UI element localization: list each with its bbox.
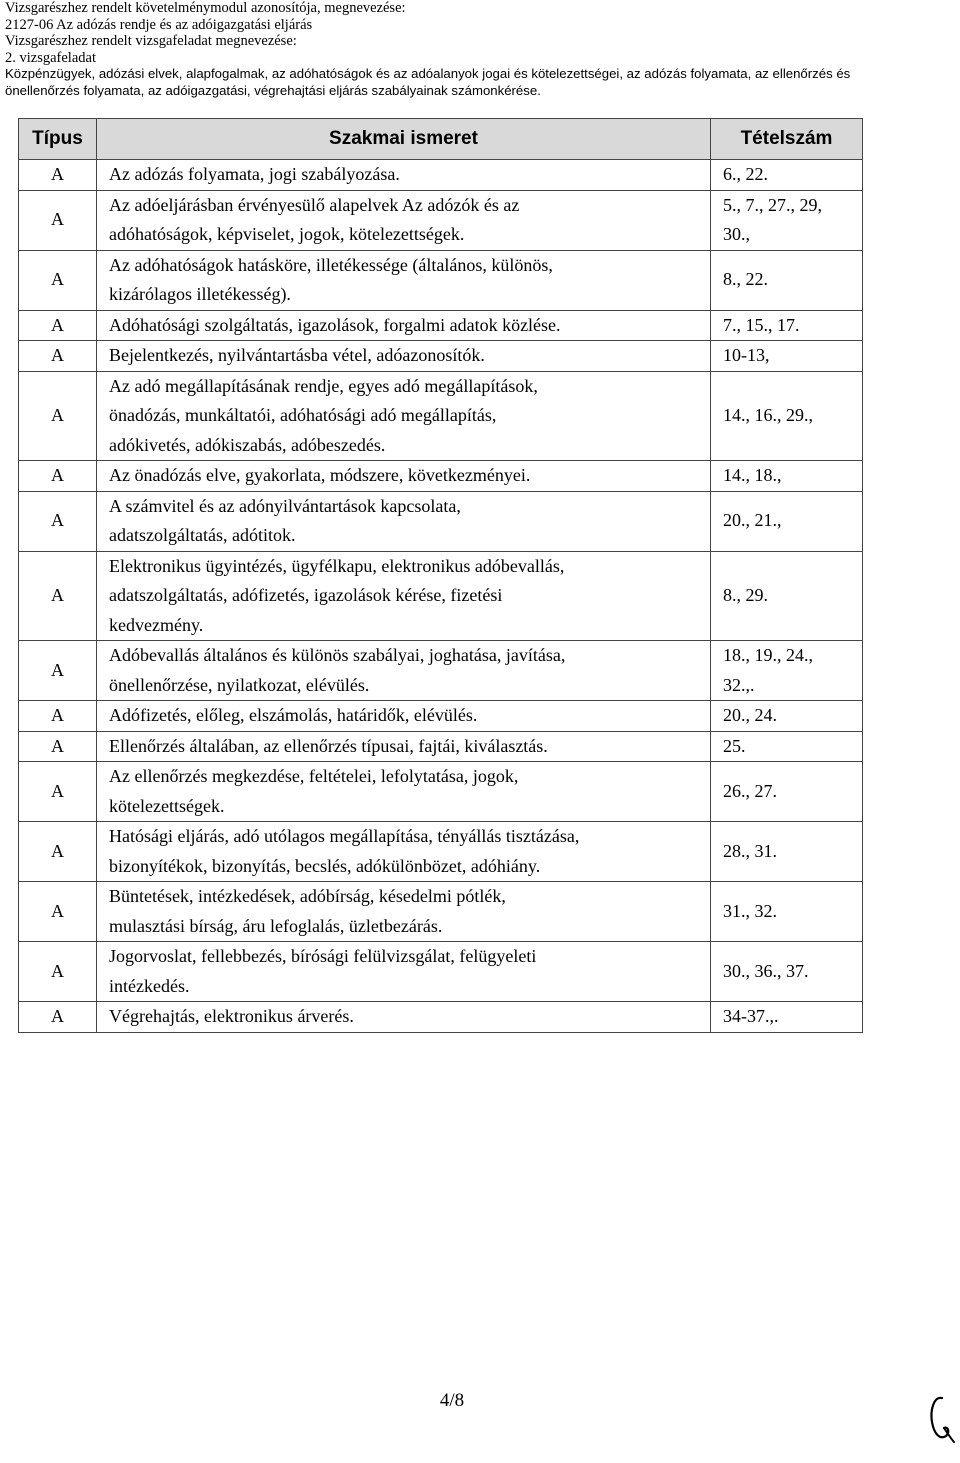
item-number-line: 30., 36., 37. [723, 960, 809, 981]
row-type: A [19, 551, 97, 641]
row-topic [97, 641, 711, 701]
topic-line: kizárólagos illetékesség). [109, 284, 291, 304]
table-row [19, 491, 863, 551]
item-number-line: 20., 24. [723, 705, 777, 725]
row-item-numbers [711, 160, 863, 191]
table-row [19, 310, 863, 341]
table-row [19, 371, 863, 461]
row-topic [97, 190, 711, 250]
topic-line: Az adózás folyamata, jogi szabályozása. [109, 164, 400, 184]
row-type: A [19, 731, 97, 762]
header-line: Vizsgarészhez rendelt vizsgafeladat megnevezése: [5, 33, 297, 50]
topic-line: Bejelentkezés, nyilvántartásba vétel, adóazonosítók. [109, 345, 485, 365]
topic-line: Jogorvoslat, fellebbezés, bírósági felülvizsgálat, felügyeleti [109, 946, 537, 966]
topic-line: adóhatóságok, képviselet, jogok, kötelezettségek. [109, 224, 465, 244]
table-row [19, 762, 863, 822]
row-type: A [19, 310, 97, 341]
row-topic [97, 160, 711, 191]
table-header-row [19, 119, 863, 160]
row-type: A [19, 641, 97, 701]
item-number-line: 26., 27. [723, 780, 777, 801]
topic-line: Az ellenőrzés megkezdése, feltételei, lefolytatása, jogok, [109, 766, 519, 786]
table-row [19, 551, 863, 641]
row-type: A [19, 701, 97, 732]
item-number-line: 8., 29. [723, 585, 768, 605]
item-number-line: 20., 21., [723, 510, 782, 531]
table-row [19, 461, 863, 492]
table-row [19, 341, 863, 372]
row-type: A [19, 882, 97, 942]
topic-line: Az adó megállapításának rendje, egyes adó megállapítások, [109, 375, 538, 396]
row-item-numbers [711, 190, 863, 250]
row-type: A [19, 250, 97, 310]
topic-line: kötelezettségek. [109, 795, 225, 816]
column-header-numbers: Tételszám [711, 119, 863, 160]
topic-line: Ellenőrzés általában, az ellenőrzés típusai, fajtái, kiválasztás. [109, 735, 548, 756]
topic-line: önellenőrzése, nyilatkozat, elévülés. [109, 674, 370, 695]
row-item-numbers [711, 250, 863, 310]
item-number-line: 10-13, [723, 345, 770, 365]
row-topic [97, 461, 711, 492]
topic-line: adatszolgáltatás, adófizetés, igazolások kérése, fizetési [109, 585, 503, 605]
header-line: 2127-06 Az adózás rendje és az adóigazgatási eljárás [5, 16, 313, 33]
row-item-numbers [711, 882, 863, 942]
row-type: A [19, 461, 97, 492]
topic-line: kedvezmény. [109, 614, 204, 635]
topic-line: Az önadózás elve, gyakorlata, módszere, következményei. [109, 465, 531, 485]
row-item-numbers [711, 371, 863, 461]
page-number: 4/8 [439, 1390, 465, 1411]
header-line: Közpénzügyek, adózási elvek, alapfogalmak, az adóhatóságok és az adóalanyok jogai és kötelezettségei, az adózás folyamata, az ellenőrzés és [5, 66, 851, 82]
table-row [19, 190, 863, 250]
table-row [19, 942, 863, 1002]
item-number-line: 14., 16., 29., [723, 405, 813, 425]
table-row [19, 1002, 863, 1033]
table-row [19, 731, 863, 762]
topic-line: intézkedés. [109, 975, 190, 996]
topic-line: Büntetések, intézkedések, adóbírság, késedelmi pótlék, [109, 886, 506, 906]
item-number-line: 25. [723, 735, 746, 756]
row-topic [97, 310, 711, 341]
row-item-numbers [711, 762, 863, 822]
table-row [19, 701, 863, 732]
row-item-numbers [711, 942, 863, 1002]
topic-line: Az adóhatóságok hatásköre, illetékessége (általános, különös, [109, 254, 553, 275]
row-item-numbers [711, 641, 863, 701]
row-type: A [19, 491, 97, 551]
row-item-numbers [711, 551, 863, 641]
row-type: A [19, 371, 97, 461]
row-topic [97, 371, 711, 461]
row-topic [97, 882, 711, 942]
topic-line: adókivetés, adókiszabás, adóbeszedés. [109, 434, 386, 455]
item-number-line: 14., 18., [723, 465, 782, 485]
column-header-topic: Szakmai ismeret [97, 119, 711, 160]
row-item-numbers [711, 310, 863, 341]
item-number-line: 6., 22. [723, 164, 768, 184]
row-topic [97, 491, 711, 551]
item-number-line: 7., 15., 17. [723, 314, 800, 335]
row-item-numbers [711, 822, 863, 882]
row-topic [97, 551, 711, 641]
table-row [19, 822, 863, 882]
header-line: Vizsgarészhez rendelt követelménymodul azonosítója, megnevezése: [5, 0, 406, 16]
table-row [19, 882, 863, 942]
row-topic [97, 822, 711, 882]
row-type: A [19, 160, 97, 191]
header-line: 2. vizsgafeladat [5, 49, 96, 66]
row-item-numbers [711, 341, 863, 372]
row-type: A [19, 190, 97, 250]
table-row [19, 160, 863, 191]
header-line: önellenőrzés folyamata, az adóigazgatási, végrehajtási eljárás szabályainak számonkérése. [5, 82, 541, 98]
item-number-line: 30., [723, 224, 750, 244]
document-header [5, 0, 955, 100]
topic-line: adatszolgáltatás, adótitok. [109, 525, 296, 545]
topic-line: Hatósági eljárás, adó utólagos megállapítása, tényállás tisztázása, [109, 826, 580, 846]
row-item-numbers [711, 1002, 863, 1033]
row-type: A [19, 1002, 97, 1033]
table-row [19, 250, 863, 310]
signature-mark [918, 1380, 958, 1450]
topic-line: Adóhatósági szolgáltatás, igazolások, forgalmi adatok közlése. [109, 314, 561, 335]
topic-line: Adófizetés, előleg, elszámolás, határidők, elévülés. [109, 705, 478, 725]
row-item-numbers [711, 701, 863, 732]
row-type: A [19, 341, 97, 372]
row-topic [97, 731, 711, 762]
row-item-numbers [711, 461, 863, 492]
topic-line: Adóbevallás általános és különös szabályai, joghatása, javítása, [109, 645, 566, 665]
item-number-line: 34-37.,. [723, 1006, 779, 1026]
topic-line: A számvitel és az adónyilvántartások kapcsolata, [109, 495, 461, 516]
topic-line: bizonyítékok, bizonyítás, becslés, adókülönbözet, adóhiány. [109, 855, 541, 876]
topics-table [18, 118, 863, 1033]
item-number-line: 5., 7., 27., 29, [723, 194, 822, 215]
item-number-line: 32.,. [723, 674, 755, 695]
row-item-numbers [711, 731, 863, 762]
row-topic [97, 1002, 711, 1033]
item-number-line: 28., 31. [723, 840, 777, 861]
row-type: A [19, 762, 97, 822]
item-number-line: 8., 22. [723, 269, 768, 290]
topic-line: Az adóeljárásban érvényesülő alapelvek Az adózók és az [109, 194, 520, 215]
row-topic [97, 250, 711, 310]
row-type: A [19, 822, 97, 882]
row-topic [97, 701, 711, 732]
row-item-numbers [711, 491, 863, 551]
item-number-line: 18., 19., 24., [723, 645, 813, 665]
topic-line: mulasztási bírság, áru lefoglalás, üzletbezárás. [109, 915, 443, 936]
row-topic [97, 341, 711, 372]
row-topic [97, 762, 711, 822]
item-number-line: 31., 32. [723, 900, 777, 921]
topic-line: Elektronikus ügyintézés, ügyfélkapu, elektronikus adóbevallás, [109, 555, 565, 576]
table-row [19, 641, 863, 701]
row-topic [97, 942, 711, 1002]
column-header-type: Típus [19, 119, 97, 160]
topic-line: Végrehajtás, elektronikus árverés. [109, 1006, 354, 1026]
topic-line: önadózás, munkáltatói, adóhatósági adó megállapítás, [109, 405, 497, 425]
row-type: A [19, 942, 97, 1002]
